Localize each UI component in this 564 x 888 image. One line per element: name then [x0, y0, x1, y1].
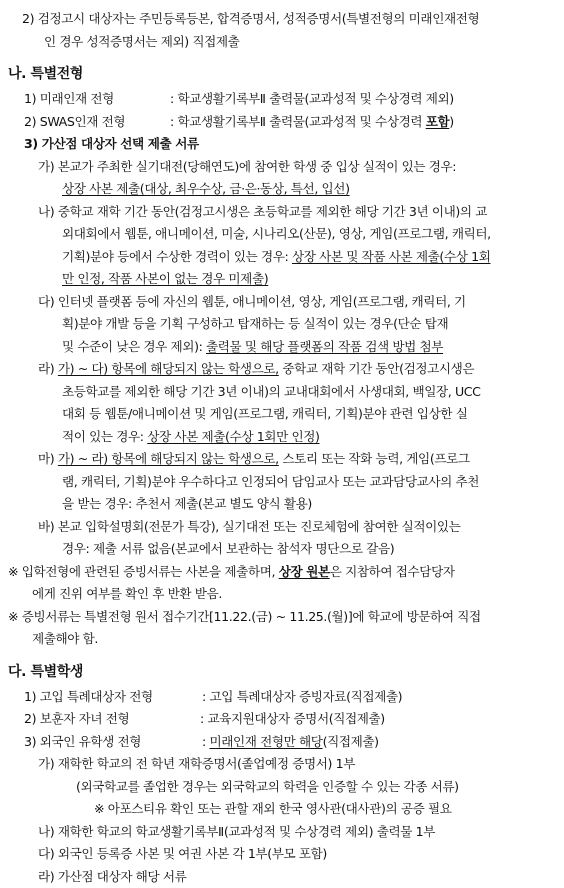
- line-text: 나. 특별전형: [8, 66, 83, 82]
- text-line: [8, 178, 556, 201]
- line-text: ※ 아포스티유 확인 또는 관할 재외 한국 영사관(대사관)의 공증 필요: [94, 801, 452, 816]
- text-line: [8, 628, 556, 651]
- line-text-end: 중학교 재학 기간 동안(검정고시생은: [279, 361, 474, 376]
- line-text: 및 수준이 낮은 경우 제외):: [62, 339, 206, 354]
- underlined-text: 상장 원본: [279, 564, 330, 579]
- line-text: 가) 재학한 학교의 전 학년 재학증명서(졸업예정 증명서) 1부: [38, 756, 355, 771]
- line-text: 라): [38, 361, 58, 376]
- text-line: [8, 246, 556, 269]
- text-line: [8, 8, 556, 31]
- text-line: [8, 493, 556, 516]
- item-label: 2) 보훈자 자녀 전형: [24, 708, 200, 731]
- line-text: 기획)분야 등에서 수상한 경력이 있는 경우:: [62, 249, 292, 264]
- line-text: (외국학교를 졸업한 경우는 외국학교의 학력을 인증할 수 있는 각종 서류): [76, 779, 459, 794]
- line-text: 가) 본교가 주최한 실기대전(당해연도)에 참여한 학생 중 입상 실적이 있는 경우:: [38, 159, 456, 174]
- line-text: 경우: 제출 서류 없음(본교에서 보관하는 참석자 명단으로 갈음): [62, 541, 394, 556]
- item-value: : 학교생활기록부Ⅱ 출력물(교과성적 및 수상경력: [170, 114, 426, 129]
- line-text: 초등학교를 제외한 해당 기간 3년 이내)의 교내대회에서 사생대회, 백일장, UCC: [62, 384, 481, 399]
- text-line: [8, 821, 556, 844]
- text-line: [8, 31, 556, 54]
- text-line: [8, 358, 556, 381]
- section-heading: [8, 659, 556, 686]
- text-line: [8, 291, 556, 314]
- line-text: 을 받는 경우: 추천서 제출(본교 별도 양식 활용): [62, 496, 312, 511]
- underlined-text: 만 인정, 작품 사본이 없는 경우 미제출): [62, 271, 268, 286]
- text-line: [8, 156, 556, 179]
- line-text: 다) 외국인 등록증 사본 및 여권 사본 각 1부(부모 포함): [38, 846, 327, 861]
- emphasis-text: 포함: [426, 114, 450, 129]
- text-line: [8, 561, 556, 584]
- text-line: [8, 731, 556, 754]
- line-text: 에게 진위 여부를 확인 후 반환 받음.: [32, 586, 222, 601]
- text-line: [8, 798, 556, 821]
- text-line: [8, 381, 556, 404]
- line-text: 라) 가산점 대상자 해당 서류: [38, 869, 186, 884]
- text-line: [8, 201, 556, 224]
- line-text: 나) 중학교 재학 기간 동안(검정고시생은 초등학교를 제외한 해당 기간 3년 이내)의 교: [38, 204, 487, 219]
- text-line: [8, 606, 556, 629]
- line-text: 3) 가산점 대상자 선택 제출 서류: [24, 136, 199, 151]
- underlined-text: 상장 사본 제출(수상 1회만 인정): [147, 429, 319, 444]
- section-heading: [8, 61, 556, 88]
- item-label: 2) SWAS인재 전형: [24, 111, 170, 134]
- item-value-end: (직접제출): [323, 734, 379, 749]
- line-text-end: 은 지참하여 접수담당자: [330, 564, 455, 579]
- item-value-end: ): [449, 114, 454, 129]
- text-line: [8, 686, 556, 709]
- text-line: [8, 336, 556, 359]
- text-line: [8, 538, 556, 561]
- text-line: [8, 133, 556, 156]
- text-line: [8, 111, 556, 134]
- text-line: [8, 776, 556, 799]
- text-line: [8, 403, 556, 426]
- text-line: [8, 268, 556, 291]
- text-line: [8, 471, 556, 494]
- item-value: : 학교생활기록부Ⅱ 출력물(교과성적 및 수상경력 제외): [170, 91, 454, 106]
- line-text: 제출해야 함.: [32, 631, 98, 646]
- line-text: 다. 특별학생: [8, 664, 83, 680]
- line-text: ※ 증빙서류는 특별전형 원서 접수기간[11.22.(금) ~ 11.25.(월)]에 학교에 방문하여 직접: [8, 609, 481, 624]
- item-label: 1) 고입 특례대상자 전형: [24, 686, 202, 709]
- item-value: : 교육지원대상자 증명서(직접제출): [200, 711, 385, 726]
- line-text: 바) 본교 입학설명회(전문가 특강), 실기대전 또는 진로체험에 참여한 실적이있는: [38, 519, 460, 534]
- underlined-text: 출력물 및 해당 플랫폼의 작품 검색 방법 첨부: [206, 339, 443, 354]
- line-text: 외대회에서 웹툰, 애니메이션, 미술, 시나리오(산문), 영상, 게임(프로그램, 캐릭터,: [62, 226, 491, 241]
- text-line: [8, 313, 556, 336]
- line-text: 다) 인터넷 플랫폼 등에 자신의 웹툰, 애니메이션, 영상, 게임(프로그램, 캐릭터, 기: [38, 294, 466, 309]
- line-text: 마): [38, 451, 58, 466]
- text-line: [8, 753, 556, 776]
- line-text-end: 스토리 또는 작화 능력, 게임(프로그: [279, 451, 470, 466]
- text-line: [8, 516, 556, 539]
- underlined-text: 가) ~ 다) 항목에 해당되지 않는 학생으로,: [58, 361, 279, 376]
- text-line: [8, 426, 556, 449]
- underlined-text: 가) ~ 라) 항목에 해당되지 않는 학생으로,: [58, 451, 279, 466]
- text-line: [8, 708, 556, 731]
- line-text: 획)분야 개발 등을 기획 구성하고 탑재하는 등 실적이 있는 경우(단순 탑재: [62, 316, 448, 331]
- line-text: 2) 검정고시 대상자는 주민등록등본, 합격증명서, 성적증명서(특별전형의 미래인재전형: [22, 11, 479, 26]
- line-text: 램, 캐릭터, 기획)분야 우수하다고 인정되어 담임교사 또는 교과담당교사의 추천: [62, 474, 479, 489]
- line-text: ※ 입학전형에 관련된 증빙서류는 사본을 제출하며,: [8, 564, 279, 579]
- underlined-text: 미래인재 전형만 해당: [209, 734, 322, 749]
- item-value: :: [202, 734, 209, 749]
- line-text: 적이 있는 경우:: [62, 429, 147, 444]
- text-line: [8, 843, 556, 866]
- text-line: [8, 223, 556, 246]
- text-line: [8, 88, 556, 111]
- item-label: 1) 미래인재 전형: [24, 88, 170, 111]
- line-text: 나) 재학한 학교의 학교생활기록부Ⅱ(교과성적 및 수상경력 제외) 출력물 1부: [38, 824, 435, 839]
- line-text: 대회 등 웹툰/애니메이션 및 게임(프로그램, 캐릭터, 기획)분야 관련 입상한 실: [62, 406, 467, 421]
- text-line: [8, 866, 556, 888]
- line-text: 인 경우 성적증명서는 제외) 직접제출: [44, 34, 239, 49]
- item-value: : 고입 특례대상자 증빙자료(직접제출): [202, 689, 402, 704]
- underlined-text: 상장 사본 및 작품 사본 제출(수상 1회: [292, 249, 490, 264]
- text-line: [8, 583, 556, 606]
- underlined-text: 상장 사본 제출(대상, 최우수상, 금·은·동상, 특선, 입선): [62, 181, 350, 196]
- text-line: [8, 448, 556, 471]
- item-label: 3) 외국인 유학생 전형: [24, 731, 202, 754]
